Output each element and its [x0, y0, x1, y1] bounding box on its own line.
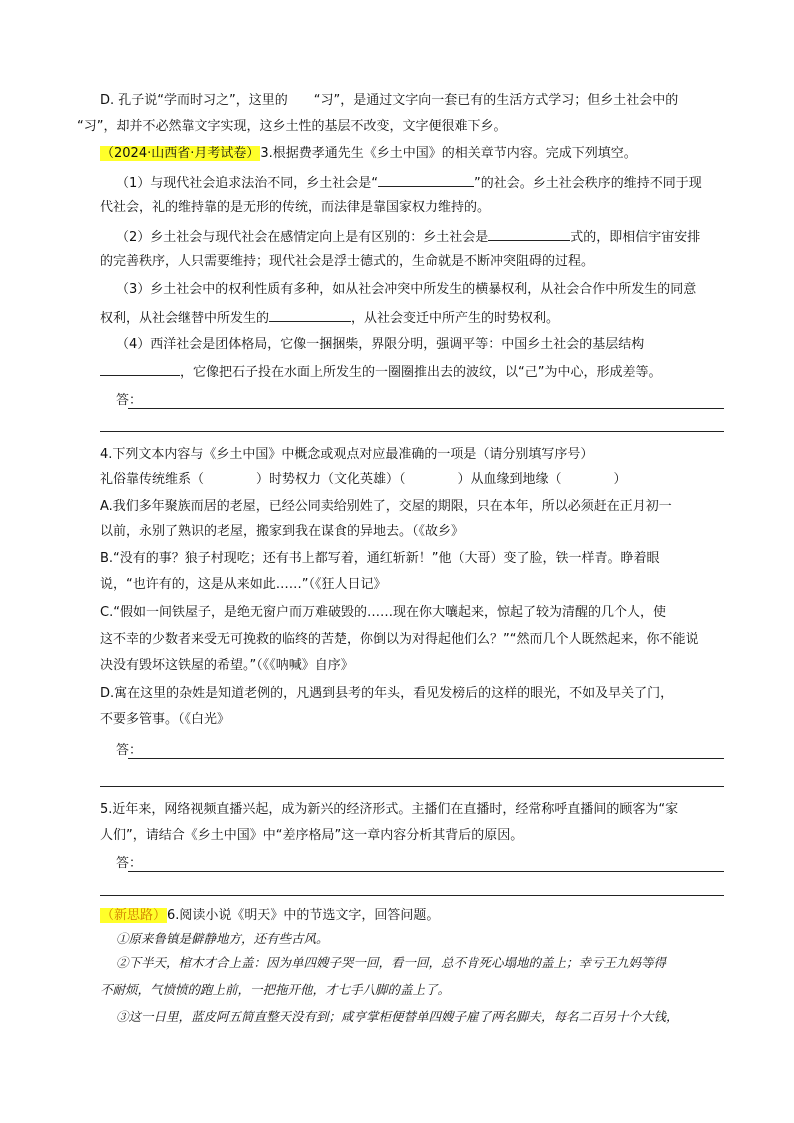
q3-item2-line1: [116, 226, 700, 248]
q5-answer-row: [100, 854, 724, 874]
q2-option-d-line1: D. 孔子说“学而时习之”，这里的 “习”，是通过文字向一套已有的生活方式学习；但乡土社会中的: [100, 93, 679, 108]
q3-item1-text-a: （1）与现代社会追求法治不同，乡土社会是“: [116, 176, 379, 191]
q4-match-line: 礼俗靠传统维系（ ）时势权力（文化英雄）（ ）从血缘到地缘（ ）: [100, 472, 627, 487]
q6-header: [100, 906, 439, 926]
q3-item4-text-b: ，它像把石子投在水面上所发生的一圈圈推出去的波纹，以“己”为中心，形成差等。: [180, 365, 662, 380]
q4-option-d-line2: 不要多管事。（《白光》: [100, 712, 231, 727]
q4-option-c-line1: C.“假如一间铁屋子，是绝无窗户而万难破毁的……现在你大嚷起来，惊起了较为清醒的几个人，使: [100, 605, 666, 620]
q3-item4-line1: （4）西洋社会是团体格局，它像一捆捆柴，界限分明，强调平等：中国乡土社会的基层结构: [116, 337, 645, 352]
q5-line2: 人们”，请结合《乡土中国》中“差序格局”这一章内容分析其背后的原因。: [100, 828, 524, 843]
answer-line[interactable]: [128, 408, 724, 409]
q6-paragraph2-line1: ②下半天，棺木才合上盖：因为单四嫂子哭一回，看一回，总不肯死心塌地的盖上；幸亏王九妈等得: [116, 955, 667, 970]
q4-option-a-line2: 以前，永别了熟识的老屋，搬家到我在谋食的异地去。（《故乡》: [100, 524, 465, 539]
q5-line1: 5.近年来，网络视频直播兴起，成为新兴的经济形式。主播们在直播时，经常称呼直播间的顾客为“家: [100, 802, 679, 817]
q4-option-c-line2: 这不幸的少数者来受无可挽救的临终的苦楚，你倒以为对得起他们么？”“然而几个人既然起来，你不能说: [100, 632, 699, 647]
q3-item1-line2: 代社会，礼的维持靠的是无形的传统，而法律是靠国家权力维持的。: [100, 200, 491, 215]
answer-label: 答：: [116, 856, 143, 871]
q4-option-b-line1: B.“没有的事？狼子村现吃；还有书上都写着，通红斩新！”他（大哥）变了脸，铁一样青。睁着眼: [100, 551, 660, 566]
q3-source-tag: （2024·山西省·月考试卷）: [101, 146, 260, 161]
fill-blank[interactable]: [100, 361, 180, 376]
answer-line[interactable]: [100, 895, 724, 896]
q6-paragraph3-line1: ③这一日里，蓝皮阿五简直整天没有到；咸亨掌柜便替单四嫂子雇了两名脚夫，每名二百另十个大钱，: [116, 1009, 679, 1024]
q3-item3-text-b: ，从社会变迁中所产生的时势权利。: [351, 311, 560, 326]
answer-line[interactable]: [100, 431, 724, 432]
q3-item1-text-b: ”的社会。乡土社会秩序的维持不同于现: [474, 176, 702, 191]
q6-stem: 6.阅读小说《明天》中的节选文字，回答问题。: [167, 908, 440, 923]
answer-line[interactable]: [128, 871, 724, 872]
answer-label: 答：: [116, 393, 143, 408]
fill-blank[interactable]: [378, 172, 474, 187]
q3-stem: 3.根据费孝通先生《乡土中国》的相关章节内容。完成下列填空。: [260, 146, 637, 161]
q4-answer-row: [100, 741, 724, 761]
answer-line[interactable]: [100, 786, 724, 787]
q3-item2-text-b: 式的，即相信宇宙安排: [570, 230, 701, 245]
q3-item4-line2: [100, 361, 661, 383]
q3-answer-row: [100, 391, 724, 411]
q4-stem: 4.下列文本内容与《乡土中国》中概念或观点对应最准确的一项是（请分别填写序号）: [100, 447, 594, 462]
q4-option-c-line3: 决没有毁坏这铁屋的希望。”（《《呐喊》自序》: [100, 658, 354, 673]
q6-source-tag: （新思路）: [101, 908, 167, 923]
answer-label: 答：: [116, 743, 143, 758]
fill-blank[interactable]: [488, 226, 570, 241]
q3-item2-line2: 的完善秩序，人只需要维持；现代社会是浮士德式的，生命就是不断冲突阻碍的过程。: [100, 254, 595, 269]
q3-item3-text-a: 权利，从社会继替中所发生的: [100, 311, 270, 326]
q2-option-d-line2: “习”，却并不必然靠文字实现，这乡土性的基层不改变，文字便很难下乡。: [77, 119, 507, 134]
q6-paragraph2-line2: 不耐烦，气愤愤的跑上前，一把拖开他，才七手八脚的盖上了。: [100, 982, 451, 997]
q4-option-d-line1: D.寓在这里的杂姓是知道老例的，凡遇到县考的年头，看见发榜后的这样的眼光，不如及早关了门，: [100, 686, 674, 701]
fill-blank[interactable]: [269, 307, 351, 322]
q3-header: [100, 144, 637, 164]
answer-line[interactable]: [128, 758, 724, 759]
q3-item3-line1: （3）乡土社会中的权利性质有多种，如从社会冲突中所发生的横暴权利，从社会合作中所发生的同意: [116, 282, 697, 297]
q4-option-b-line2: 说，“也许有的，这是从来如此……”（《狂人日记》: [100, 577, 387, 592]
q4-option-a-line1: A.我们多年聚族而居的老屋，已经公同卖给别姓了，交屋的期限，只在本年，所以必须赶在正月初一: [100, 499, 672, 514]
q3-item1-line1: [116, 172, 702, 194]
q6-paragraph1: ①原来鲁镇是僻静地方，还有些古风。: [116, 931, 329, 946]
q3-item3-line2: [100, 307, 559, 329]
q3-item2-text-a: （2）乡土社会与现代社会在感情定向上是有区别的：乡土社会是: [116, 230, 489, 245]
